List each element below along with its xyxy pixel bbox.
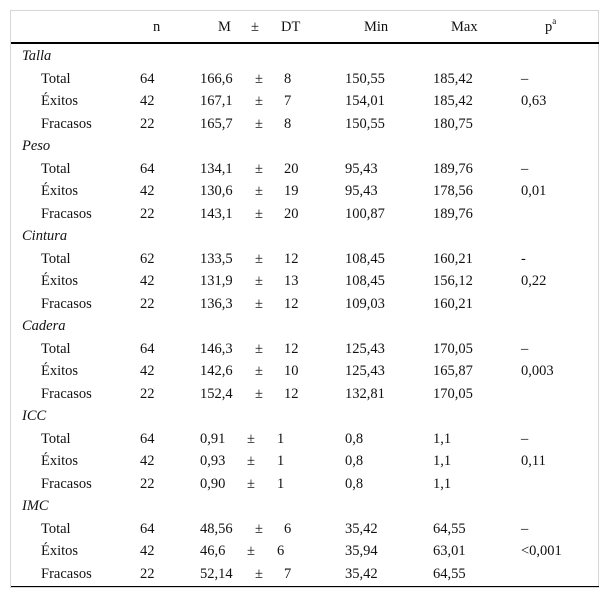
cell-p: – [521,160,529,177]
cell-plusminus: ± [255,70,263,87]
cell-min: 0,8 [345,453,364,469]
cell-n: 64 [140,340,155,357]
cell-max: 64,55 [433,520,466,537]
cell-plusminus: ± [255,520,263,537]
cell-plusminus: ± [255,385,263,402]
cell-n: 22 [140,565,155,582]
cell-max: 185,42 [433,93,473,109]
cell-max: 165,87 [433,363,473,379]
cell-mean: 0,90 [200,475,226,492]
cell-max: 1,1 [433,453,452,469]
cell-dt: 8 [284,70,292,87]
cell-p: 0,003 [521,363,554,379]
cell-dt: 12 [284,295,299,312]
cell-max: 160,21 [433,295,473,312]
row-label: Total [41,70,71,87]
row-label: Éxitos [41,273,79,289]
cell-mean: 146,3 [200,340,233,357]
cell-plusminus: ± [255,160,263,177]
cell-max: 178,56 [433,183,473,199]
cell-max: 1,1 [433,475,452,492]
cell-mean: 152,4 [200,385,233,402]
cell-min: 132,81 [345,385,385,402]
cell-plusminus: ± [255,115,263,132]
header-max: Max [451,19,478,35]
row-label: Éxitos [41,93,79,109]
group-label: ICC [22,408,47,424]
cell-plusminus: ± [255,565,263,582]
cell-min: 0,8 [345,430,364,447]
cell-dt: 12 [284,250,299,267]
cell-n: 64 [140,430,155,447]
cell-n: 22 [140,475,155,492]
cell-dt: 1 [277,430,285,447]
cell-mean: 131,9 [200,273,233,289]
cell-dt: 19 [284,183,299,199]
header-dt: DT [281,19,301,35]
cell-min: 35,42 [345,565,378,582]
cell-max: 160,21 [433,250,473,267]
header-mean: M [218,19,231,35]
cell-plusminus: ± [255,205,263,222]
row-label: Total [41,340,71,357]
bottom-rule [11,586,599,587]
cell-n: 22 [140,205,155,222]
cell-max: 189,76 [433,205,473,222]
cell-p: – [521,70,529,87]
cell-max: 185,42 [433,70,473,87]
cell-min: 95,43 [345,160,378,177]
cell-mean: 165,7 [200,115,233,132]
cell-p: 0,01 [521,183,547,199]
cell-mean: 0,93 [200,453,226,469]
group-label: Peso [22,138,51,154]
cell-n: 62 [140,250,155,267]
cell-max: 170,05 [433,340,473,357]
cell-plusminus: ± [247,430,255,447]
row-label: Fracasos [41,475,92,492]
cell-max: 156,12 [433,273,473,289]
group-label: Cintura [22,228,68,244]
cell-n: 42 [140,273,155,289]
cell-min: 100,87 [345,205,385,222]
group-label: IMC [22,498,49,514]
cell-plusminus: ± [255,295,263,312]
cell-dt: 1 [277,453,285,469]
cell-mean: 142,6 [200,363,233,379]
header-p-superscript: a [552,16,557,26]
cell-mean: 48,56 [200,520,233,537]
cell-min: 125,43 [345,340,385,357]
cell-min: 109,03 [345,295,385,312]
header-p: $p^a$ [545,16,557,35]
cell-plusminus: ± [255,250,263,267]
cell-p: – [521,520,529,537]
row-label: Fracasos [41,565,92,582]
cell-dt: 6 [277,543,285,559]
cell-min: 154,01 [345,93,385,109]
cell-dt: 7 [284,93,292,109]
cell-n: 64 [140,70,155,87]
cell-min: 125,43 [345,363,385,379]
header-min: Min [364,19,389,35]
cell-dt: 13 [284,273,299,289]
row-label: Éxitos [41,363,79,379]
table-frame [10,10,599,588]
header-rule [11,42,599,44]
cell-min: 95,43 [345,183,378,199]
cell-min: 108,45 [345,250,385,267]
cell-n: 64 [140,160,155,177]
cell-dt: 8 [284,115,292,132]
row-label: Total [41,520,71,537]
cell-mean: 166,6 [200,70,233,87]
cell-n: 64 [140,520,155,537]
cell-p: – [521,340,529,357]
cell-plusminus: ± [255,363,263,379]
cell-plusminus: ± [247,475,255,492]
header-n: n [153,19,161,35]
cell-dt: 20 [284,205,299,222]
row-label: Total [41,430,71,447]
cell-dt: 7 [284,565,292,582]
cell-max: 189,76 [433,160,473,177]
header-plusminus: ± [251,19,259,35]
cell-mean: 136,3 [200,295,233,312]
cell-n: 42 [140,93,155,109]
cell-mean: 134,1 [200,160,233,177]
group-label: Talla [22,48,52,64]
row-label: Éxitos [41,183,79,199]
cell-mean: 167,1 [200,93,233,109]
cell-p: 0,63 [521,93,547,109]
row-label: Éxitos [41,453,79,469]
cell-max: 63,01 [433,543,466,559]
cell-mean: 133,5 [200,250,233,267]
group-label: Cadera [22,318,66,334]
cell-min: 150,55 [345,70,385,87]
cell-max: 1,1 [433,430,452,447]
cell-min: 150,55 [345,115,385,132]
cell-min: 108,45 [345,273,385,289]
cell-plusminus: ± [255,340,263,357]
cell-p: - [521,250,526,267]
cell-plusminus: ± [255,183,263,199]
cell-n: 42 [140,183,155,199]
cell-n: 22 [140,385,155,402]
cell-min: 35,42 [345,520,378,537]
cell-n: 42 [140,453,155,469]
row-label: Fracasos [41,115,92,132]
cell-max: 170,05 [433,385,473,402]
cell-mean: 52,14 [200,565,233,582]
cell-mean: 0,91 [200,430,226,447]
cell-p: – [521,430,529,447]
cell-min: 0,8 [345,475,364,492]
cell-p: 0,11 [521,453,546,469]
cell-mean: 130,6 [200,183,233,199]
cell-mean: 143,1 [200,205,233,222]
cell-dt: 12 [284,340,299,357]
row-label: Fracasos [41,385,92,402]
row-label: Éxitos [41,543,79,559]
cell-plusminus: ± [247,453,255,469]
cell-n: 42 [140,363,155,379]
cell-p: 0,22 [521,273,547,289]
cell-min: 35,94 [345,543,378,559]
cell-dt: 20 [284,160,299,177]
cell-dt: 12 [284,385,299,402]
cell-plusminus: ± [255,93,263,109]
cell-plusminus: ± [247,543,255,559]
row-label: Fracasos [41,295,92,312]
row-label: Total [41,160,71,177]
cell-mean: 46,6 [200,543,226,559]
row-label: Total [41,250,71,267]
cell-n: 22 [140,295,155,312]
cell-dt: 1 [277,475,285,492]
cell-max: 180,75 [433,115,473,132]
cell-max: 64,55 [433,565,466,582]
cell-plusminus: ± [255,273,263,289]
row-label: Fracasos [41,205,92,222]
cell-dt: 6 [284,520,292,537]
cell-p: <0,001 [521,543,562,559]
cell-dt: 10 [284,363,299,379]
cell-n: 22 [140,115,155,132]
cell-n: 42 [140,543,155,559]
